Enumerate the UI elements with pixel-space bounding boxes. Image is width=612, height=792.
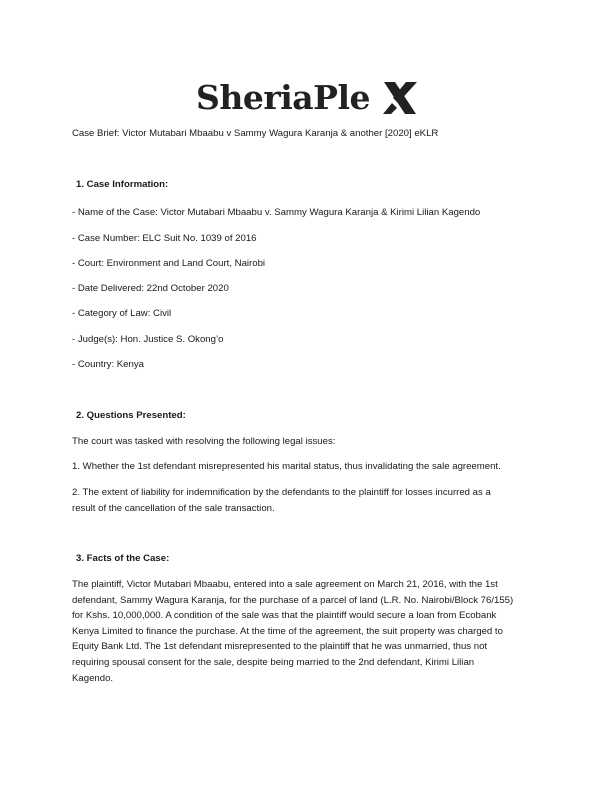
- case-info-item: - Case Number: ELC Suit No. 1039 of 2016: [72, 233, 257, 244]
- paragraph-line: Kagendo.: [72, 672, 114, 684]
- case-info-item: - Court: Environment and Land Court, Nairobi: [72, 258, 266, 269]
- section-heading-case-information: 1. Case Information:: [76, 179, 169, 190]
- paragraph-line: requiring spousal consent for the sale, despite being married to the 2nd defendant, Kirimi Lilian: [72, 656, 475, 668]
- case-info-item: - Category of Law: Civil: [72, 308, 172, 319]
- questions-intro: The court was tasked with resolving the following legal issues:: [72, 436, 336, 447]
- paragraph-line: Kenya Limited to finance the purchase. At the time of the agreement, the suit property was charged to: [72, 625, 503, 637]
- paragraph-line: for Kshs. 10,000,000. A condition of the sale was that the plaintiff would secure a loan from Ecobank: [72, 610, 497, 622]
- section-heading-facts: 3. Facts of the Case:: [76, 553, 170, 564]
- paragraph-line: The plaintiff, Victor Mutabari Mbaabu, entered into a sale agreement on March 21, 2016, with the 1st: [72, 579, 498, 590]
- section-heading-questions-presented: 2. Questions Presented:: [76, 410, 186, 421]
- paragraph-line: Equity Bank Ltd. The 1st defendant misrepresented to the plaintiff that he was unmarried, thus not: [72, 641, 488, 653]
- paragraph-line: defendant, Sammy Wagura Karanja, for the purchase of a parcel of land (L.R. No. Nairobi/Block 76/155): [72, 594, 514, 606]
- logo-x-mark-icon: [382, 79, 418, 117]
- case-info-item: - Country: Kenya: [72, 359, 144, 370]
- paragraph-line: result of the cancellation of the sale transaction.: [72, 502, 275, 514]
- brief-title: Case Brief: Victor Mutabari Mbaabu v Sammy Wagura Karanja & another [2020] eKLR: [72, 128, 439, 139]
- case-info-item: - Judge(s): Hon. Justice S. Okong’o: [72, 334, 224, 345]
- question-item: 1. Whether the 1st defendant misrepresented his marital status, thus invalidating the sale agreement.: [72, 461, 501, 472]
- sheriaplex-logo: [196, 78, 416, 118]
- facts-paragraph: [72, 577, 542, 686]
- question-item: [72, 485, 542, 516]
- logo-wordmark: SheriaPle: [196, 78, 370, 117]
- paragraph-line: 2. The extent of liability for indemnification by the defendants to the plaintiff for losses incurred as a: [72, 487, 491, 498]
- case-info-item: - Date Delivered: 22nd October 2020: [72, 283, 229, 294]
- case-info-item: - Name of the Case: Victor Mutabari Mbaabu v. Sammy Wagura Karanja & Kirimi Lilian Kagendo: [72, 207, 481, 218]
